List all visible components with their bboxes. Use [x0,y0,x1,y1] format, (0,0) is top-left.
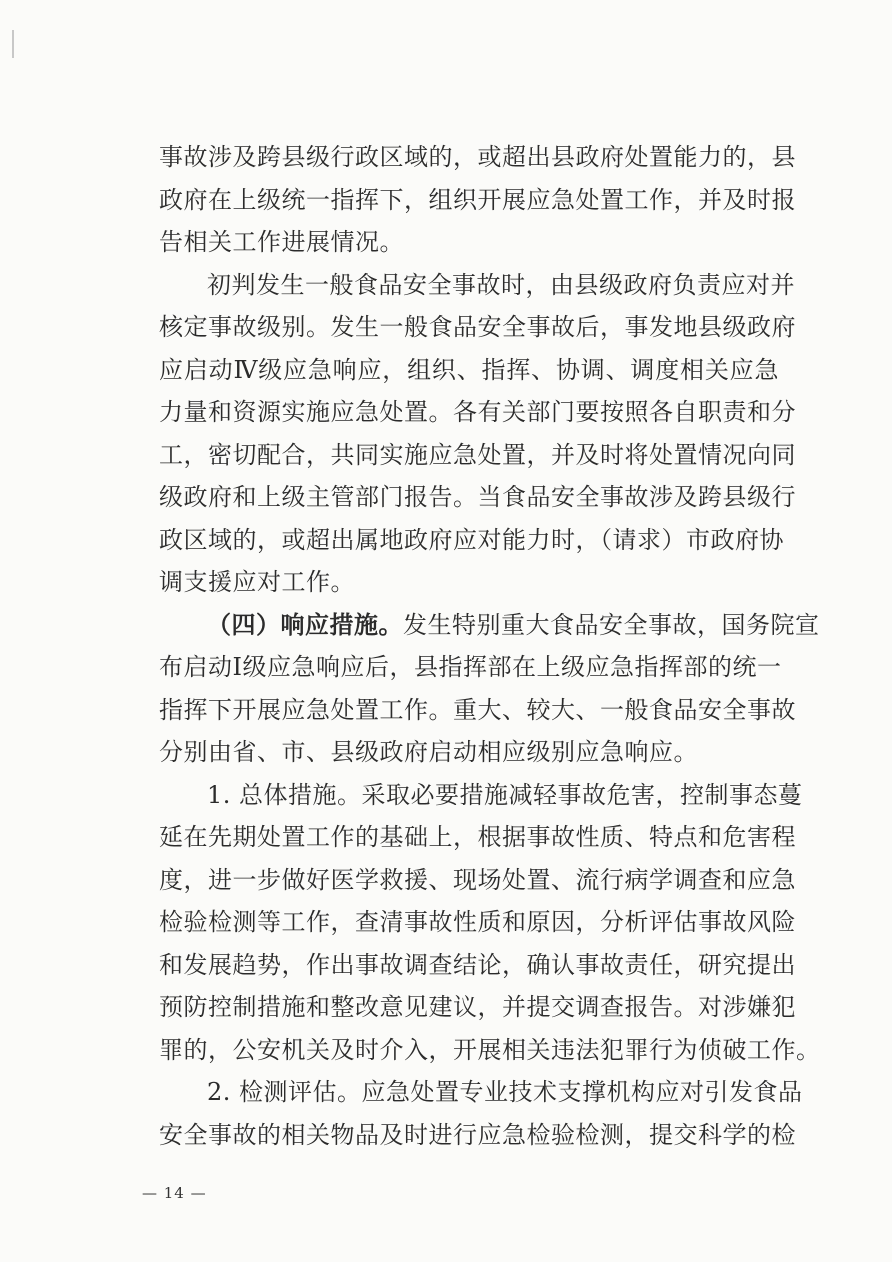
text-line: 应启动Ⅳ级应急响应，组织、指挥、协调、调度相关应急 [159,355,779,384]
paragraph-5 [159,1071,803,1156]
page-number: — 14 — [142,1184,207,1202]
text-line: 罪的，公安机关及时介入，开展相关违法犯罪行为侦破工作。 [159,1035,821,1064]
paragraph-3 [159,604,820,774]
text-line [159,604,820,647]
text-line: 调支援应对工作。 [159,568,355,596]
paragraph-4 [159,774,821,1072]
paragraph-2 [159,264,796,604]
text-line: 事故涉及跨县级行政区域的，或超出县政府处置能力的，县 [159,143,796,171]
text-line: 指挥下开展应急处置工作。重大、较大、一般食品安全事故 [159,695,796,724]
text-line: 初判发生一般食品安全事故时，由县级政府负责应对并 [207,270,795,299]
text-line: 级政府和上级主管部门报告。当食品安全事故涉及跨县级行 [159,483,796,511]
text-line: 工，密切配合，共同实施应急处置，并及时将处置情况向同 [159,440,796,469]
text-line: 预防控制措施和整改意见建议，并提交调查报告。对涉嫌犯 [159,993,796,1021]
text-line: 力量和资源实施应急处置。各有关部门要按照各自职责和分 [159,398,796,426]
text-line: 核定事故级别。发生一般食品安全事故后，事发地县级政府 [159,313,796,341]
text-line: 度，进一步做好医学救援、现场处置、流行病学调查和应急 [159,865,796,894]
text-line: 安全事故的相关物品及时进行应急检验检测，提交科学的检 [159,1120,796,1149]
text-line: 告相关工作进展情况。 [159,228,404,256]
section-heading: （四）响应措施。 [207,610,403,639]
text-line: 延在先期处置工作的基础上，根据事故性质、特点和危害程 [159,823,796,851]
text-line: 政区域的，或超出属地政府应对能力时，（请求）市政府协 [159,525,784,554]
text-line: 政府在上级统一指挥下，组织开展应急处置工作，并及时报 [159,185,796,214]
text-line: 布启动Ⅰ级应急响应后，县指挥部在上级应急指挥部的统一 [159,653,782,681]
text-line: 2. 检测评估。应急处置专业技术支撑机构应对引发食品 [207,1078,803,1106]
text-line: 分别由省、市、县级政府启动相应级别应急响应。 [159,738,698,766]
text-line: 检验检测等工作，查清事故性质和原因，分析评估事故风险 [159,908,796,936]
text-line: 和发展趋势，作出事故调查结论，确认事故责任，研究提出 [159,950,796,979]
paragraph-1 [159,136,796,264]
scan-edge-mark [12,30,14,58]
document-body [159,136,821,1156]
text-run: 发生特别重大食品安全事故，国务院宣 [403,610,820,639]
text-line: 1. 总体措施。采取必要措施减轻事故危害，控制事态蔓 [207,780,803,809]
